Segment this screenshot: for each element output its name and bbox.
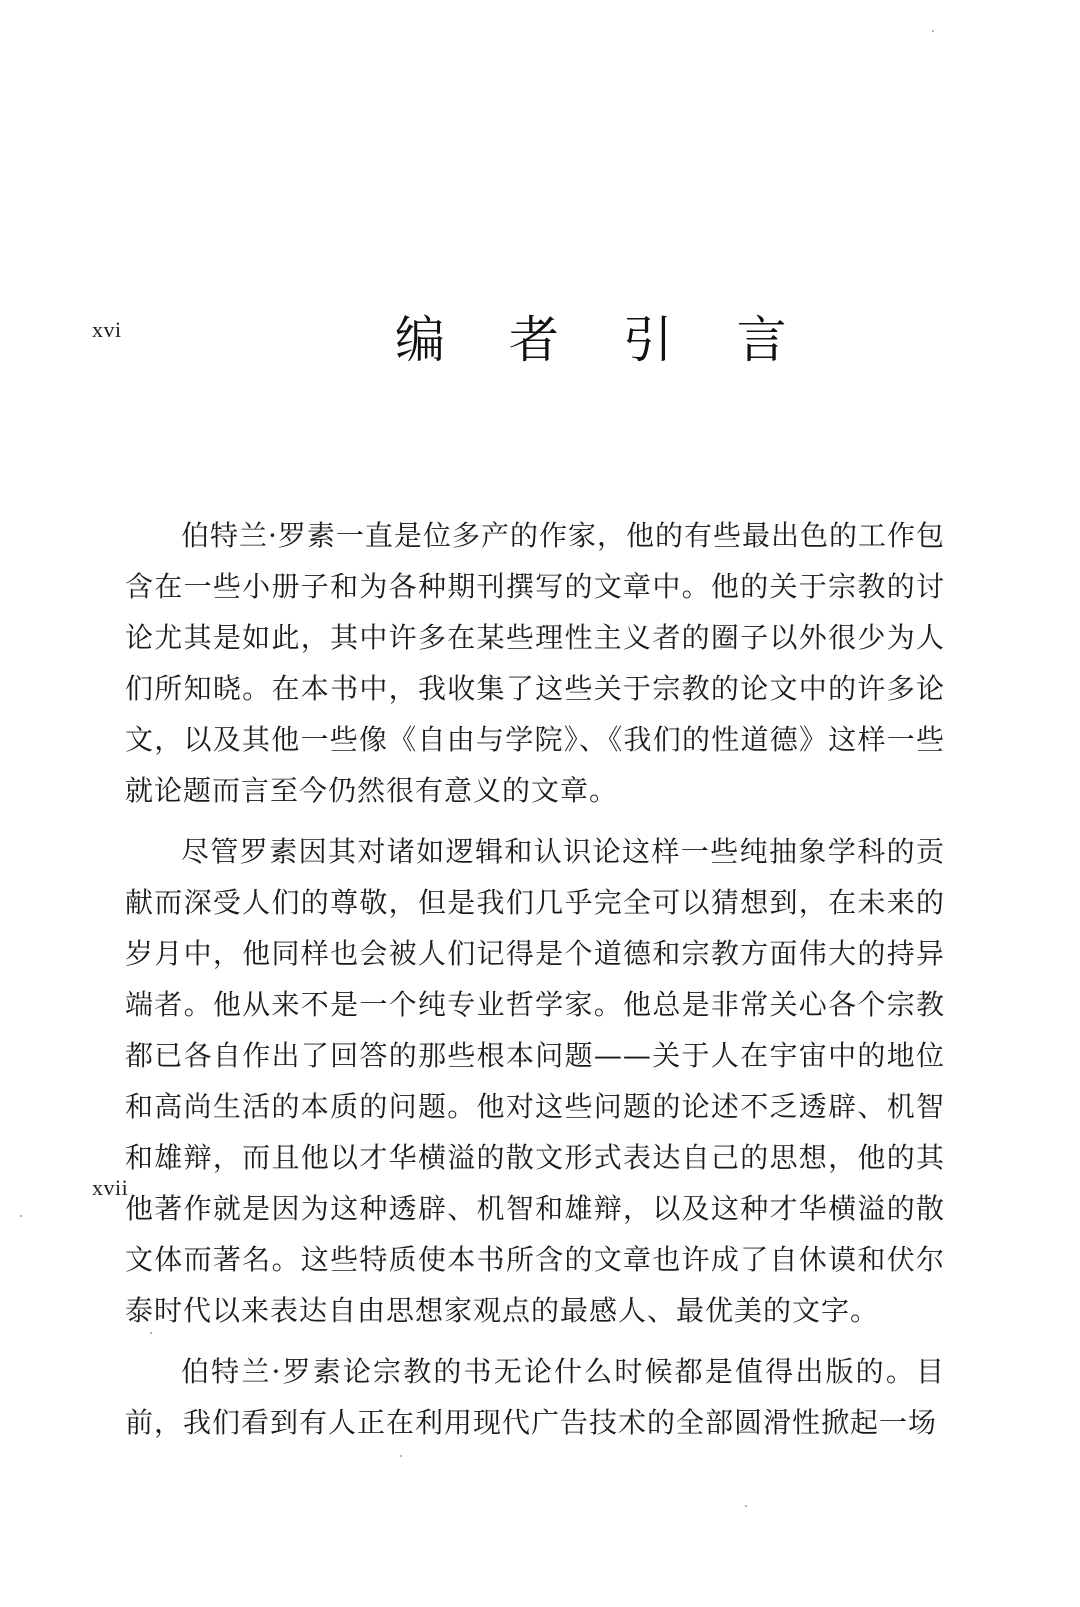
- margin-page-number-top: xvi: [92, 317, 122, 342]
- scan-speck: [932, 30, 934, 32]
- margin-page-number-middle: xvii: [92, 1175, 129, 1200]
- paragraph-3: 伯特兰·罗素论宗教的书无论什么时候都是值得出版的。目前，我们看到有人正在利用现代广告技术的全部圆滑性掀起一场: [125, 1355, 945, 1439]
- paragraph-1: 伯特兰·罗素一直是位多产的作家，他的有些最出色的工作包含在一些小册子和为各种期刊撰写的文章中。他的关于宗教的讨论尤其是如此，其中许多在某些理性主义者的圈子以外很少为人们所知晓。在本书中，我收集了这些关于宗教的论文中的许多论文，以及其他一些像《自由与学院》、《我们的性道德》这样一些就论题而言至今仍然很有意义的文章。: [125, 519, 945, 807]
- body-text: [125, 510, 945, 1458]
- scan-speck: [745, 1505, 747, 1507]
- scan-speck: [20, 1215, 22, 1217]
- scan-speck: [400, 1455, 402, 1457]
- scan-speck: [150, 1332, 152, 1334]
- chapter-title: 编 者 引 言: [395, 311, 811, 369]
- paragraph-2: 尽管罗素因其对诸如逻辑和认识论这样一些纯抽象学科的贡献而深受人们的尊敬，但是我们几乎完全可以猜想到，在未来的岁月中，他同样也会被人们记得是个道德和宗教方面伟大的持异端者。他从来不是一个纯专业哲学家。他总是非常关心各个宗教都已各自作出了回答的那些根本问题——关于人在宇宙中的地位和高尚生活的本质的问题。他对这些问题的论述不乏透辟、机智和雄辩，而且他以才华横溢的散文形式表达自己的思想，他的其他著作就是因为这种透辟、机智和雄辩，以及这种才华横溢的散文体而著名。这些特质使本书所含的文章也许成了自休谟和伏尔泰时代以来表达自由思想家观点的最感人、最优美的文字。: [125, 835, 945, 1327]
